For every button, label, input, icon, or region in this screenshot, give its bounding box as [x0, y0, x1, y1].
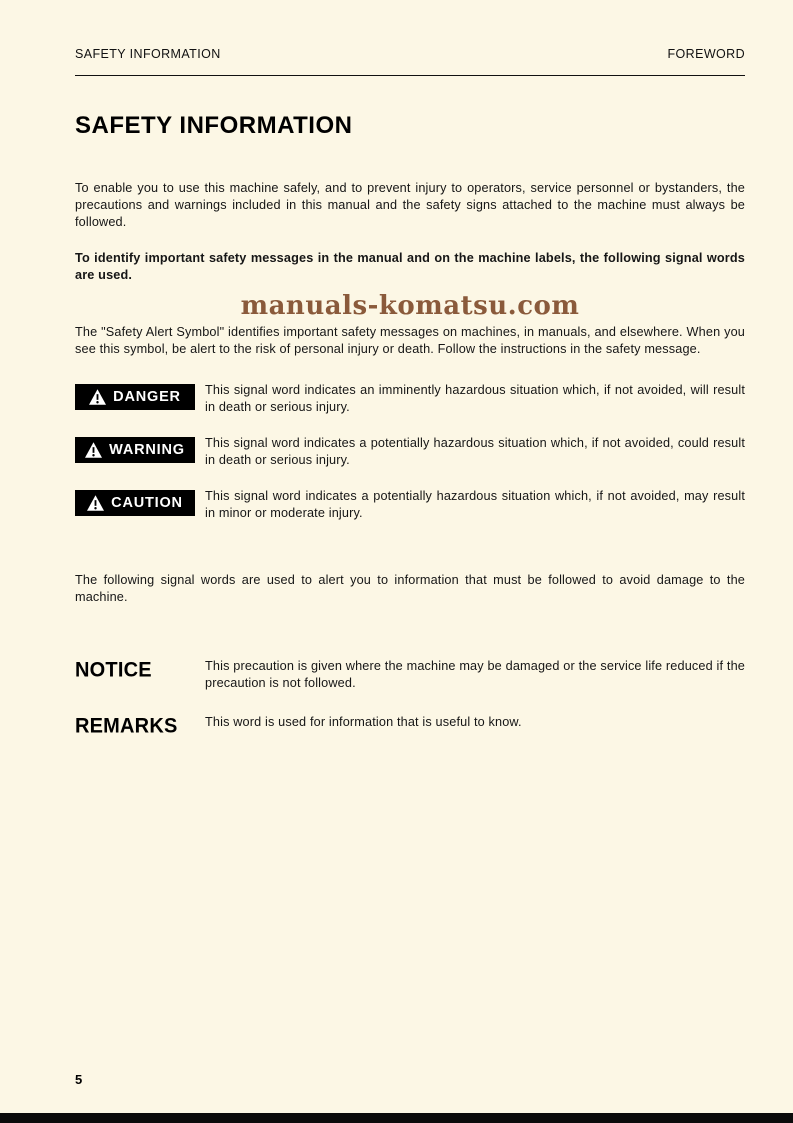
- page-content: [0, 112, 793, 737]
- page-title: SAFETY INFORMATION: [75, 112, 353, 139]
- running-header-right: FOREWORD: [667, 47, 745, 61]
- signal-label-caution: CAUTION: [111, 495, 183, 512]
- signal-label-warning: WARNING: [109, 442, 185, 459]
- remarks-row: [75, 714, 745, 737]
- notice-section: [75, 658, 745, 737]
- bottom-edge-bar: [0, 1113, 793, 1123]
- notice-row: [75, 658, 745, 692]
- following-paragraph: The following signal words are used to alert you to information that must be followed to avoid damage to the machine.: [75, 573, 745, 605]
- warning-triangle-icon: [87, 495, 104, 511]
- caution-badge: [75, 490, 195, 516]
- notice-label: NOTICE: [75, 658, 152, 682]
- danger-badge: [75, 384, 195, 410]
- header-rule: [75, 75, 745, 76]
- warning-triangle-icon: [85, 442, 102, 458]
- identify-paragraph: To identify important safety messages in the manual and on the machine labels, the following signal words are used.: [75, 251, 745, 283]
- running-header-left: SAFETY INFORMATION: [75, 47, 221, 61]
- remarks-label: REMARKS: [75, 714, 178, 739]
- running-header: [0, 0, 793, 61]
- signal-desc-caution: This signal word indicates a potentially hazardous situation which, if not avoided, may result in minor or moderate injury.: [205, 489, 745, 521]
- alert-symbol-paragraph: The "Safety Alert Symbol" identifies important safety messages on machines, in manuals, and elsewhere. When you see this symbol, be alert to the risk of personal injury or death. Follow the instructions in the safety message.: [75, 325, 745, 357]
- warning-triangle-icon: [89, 389, 106, 405]
- signal-words-section: [75, 382, 745, 522]
- remarks-desc: This word is used for information that is useful to know.: [205, 715, 522, 730]
- signal-desc-danger: This signal word indicates an imminently hazardous situation which, if not avoided, will result in death or serious injury.: [205, 383, 745, 415]
- warning-badge: [75, 437, 195, 463]
- signal-row-danger: [75, 382, 745, 416]
- signal-row-warning: [75, 435, 745, 469]
- watermark-text: manuals-komatsu.com: [240, 291, 580, 322]
- signal-row-caution: [75, 488, 745, 522]
- signal-label-danger: DANGER: [113, 389, 181, 406]
- notice-desc: This precaution is given where the machine may be damaged or the service life reduced if the precaution is not followed.: [205, 659, 745, 691]
- intro-paragraph: To enable you to use this machine safely, and to prevent injury to operators, service personnel or bystanders, the precautions and warnings included in this manual and the safety signs attached to the machine must always be followed.: [75, 181, 745, 230]
- page-number: 5: [75, 1072, 83, 1087]
- signal-desc-warning: This signal word indicates a potentially hazardous situation which, if not avoided, could result in death or serious injury.: [205, 436, 745, 468]
